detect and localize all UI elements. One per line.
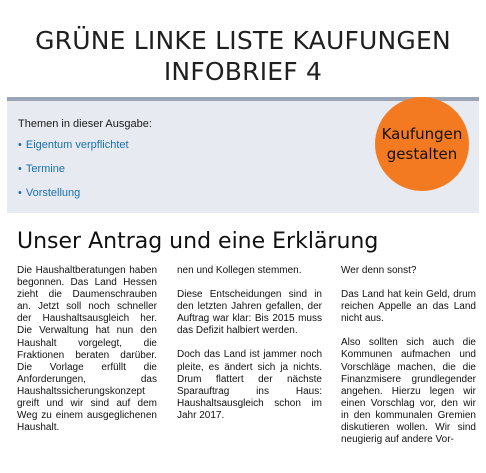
article-column-1 xyxy=(17,265,157,446)
bullet-icon: • xyxy=(18,187,22,199)
article-paragraph: Das Land hat kein Geld, drum reichen Appelle an das Land nicht aus. xyxy=(341,289,476,325)
toc-item-eigentum[interactable] xyxy=(18,139,129,151)
article-paragraph: nen und Kollegen stemmen. xyxy=(177,265,302,276)
article-paragraph: Also sollten sich auch die Kommunen aufmachen und Vorschläge machen, die die Finanzmisere grundlegender angehen. Hierzu legen wir einen Vorschlag vor, den wir in den kommunalen Gremien diskutieren wollen. Wir sind neugierig auf andere Vor- xyxy=(341,337,476,446)
article-paragraph: Diese Entscheidungen sind in den letzten Jahren gefallen, der Auftrag war klar: Bis 2015 muss das Defizit halbiert werden. xyxy=(177,289,322,337)
article-paragraph: Doch das Land ist jammer noch pleite, es ändert sich ja nichts. Drum flattert der nächste Sparauftrag ins Haus: Haushaltsausgleich schon im Jahr 2017. xyxy=(177,349,322,421)
article-column-3 xyxy=(341,265,476,458)
article-column-2 xyxy=(177,265,322,434)
toc-item-label: Eigentum verpflichtet xyxy=(25,139,129,151)
badge-line1: Kaufungen xyxy=(381,125,463,143)
bullet-icon: • xyxy=(18,139,22,151)
article-paragraph: Wer denn sonst? xyxy=(341,265,417,276)
article-paragraph: Die Haushaltberatungen haben begonnen. Das Land Hessen zieht die Daumenschrauben an. Jetzt soll noch schneller der Haushaltsausgleich her. Die Verwaltung hat nun den Haushalt vorgelegt, die Fraktionen beraten darüber. Die Vorlage erfüllt die Anforderungen, das Haushaltssicherungskonzept greift und wir sind auf dem Weg zu einem ausgeglichenen Haushalt. xyxy=(17,265,157,434)
toc-item-label: Vorstellung xyxy=(25,187,81,199)
toc-item-vorstellung[interactable] xyxy=(18,187,80,199)
newsletter-title: GRÜNE LINKE LISTE KAUFUNGEN xyxy=(35,26,451,55)
article-title: Unser Antrag und eine Erklärung xyxy=(17,229,379,254)
slogan-badge xyxy=(375,97,469,191)
toc-item-label: Termine xyxy=(25,163,65,175)
newsletter-issue: INFOBRIEF 4 xyxy=(163,57,323,86)
bullet-icon: • xyxy=(18,163,22,175)
badge-line2: gestalten xyxy=(386,145,458,163)
toc-item-termine[interactable] xyxy=(18,163,65,175)
toc-heading: Themen in dieser Ausgabe: xyxy=(18,118,152,130)
